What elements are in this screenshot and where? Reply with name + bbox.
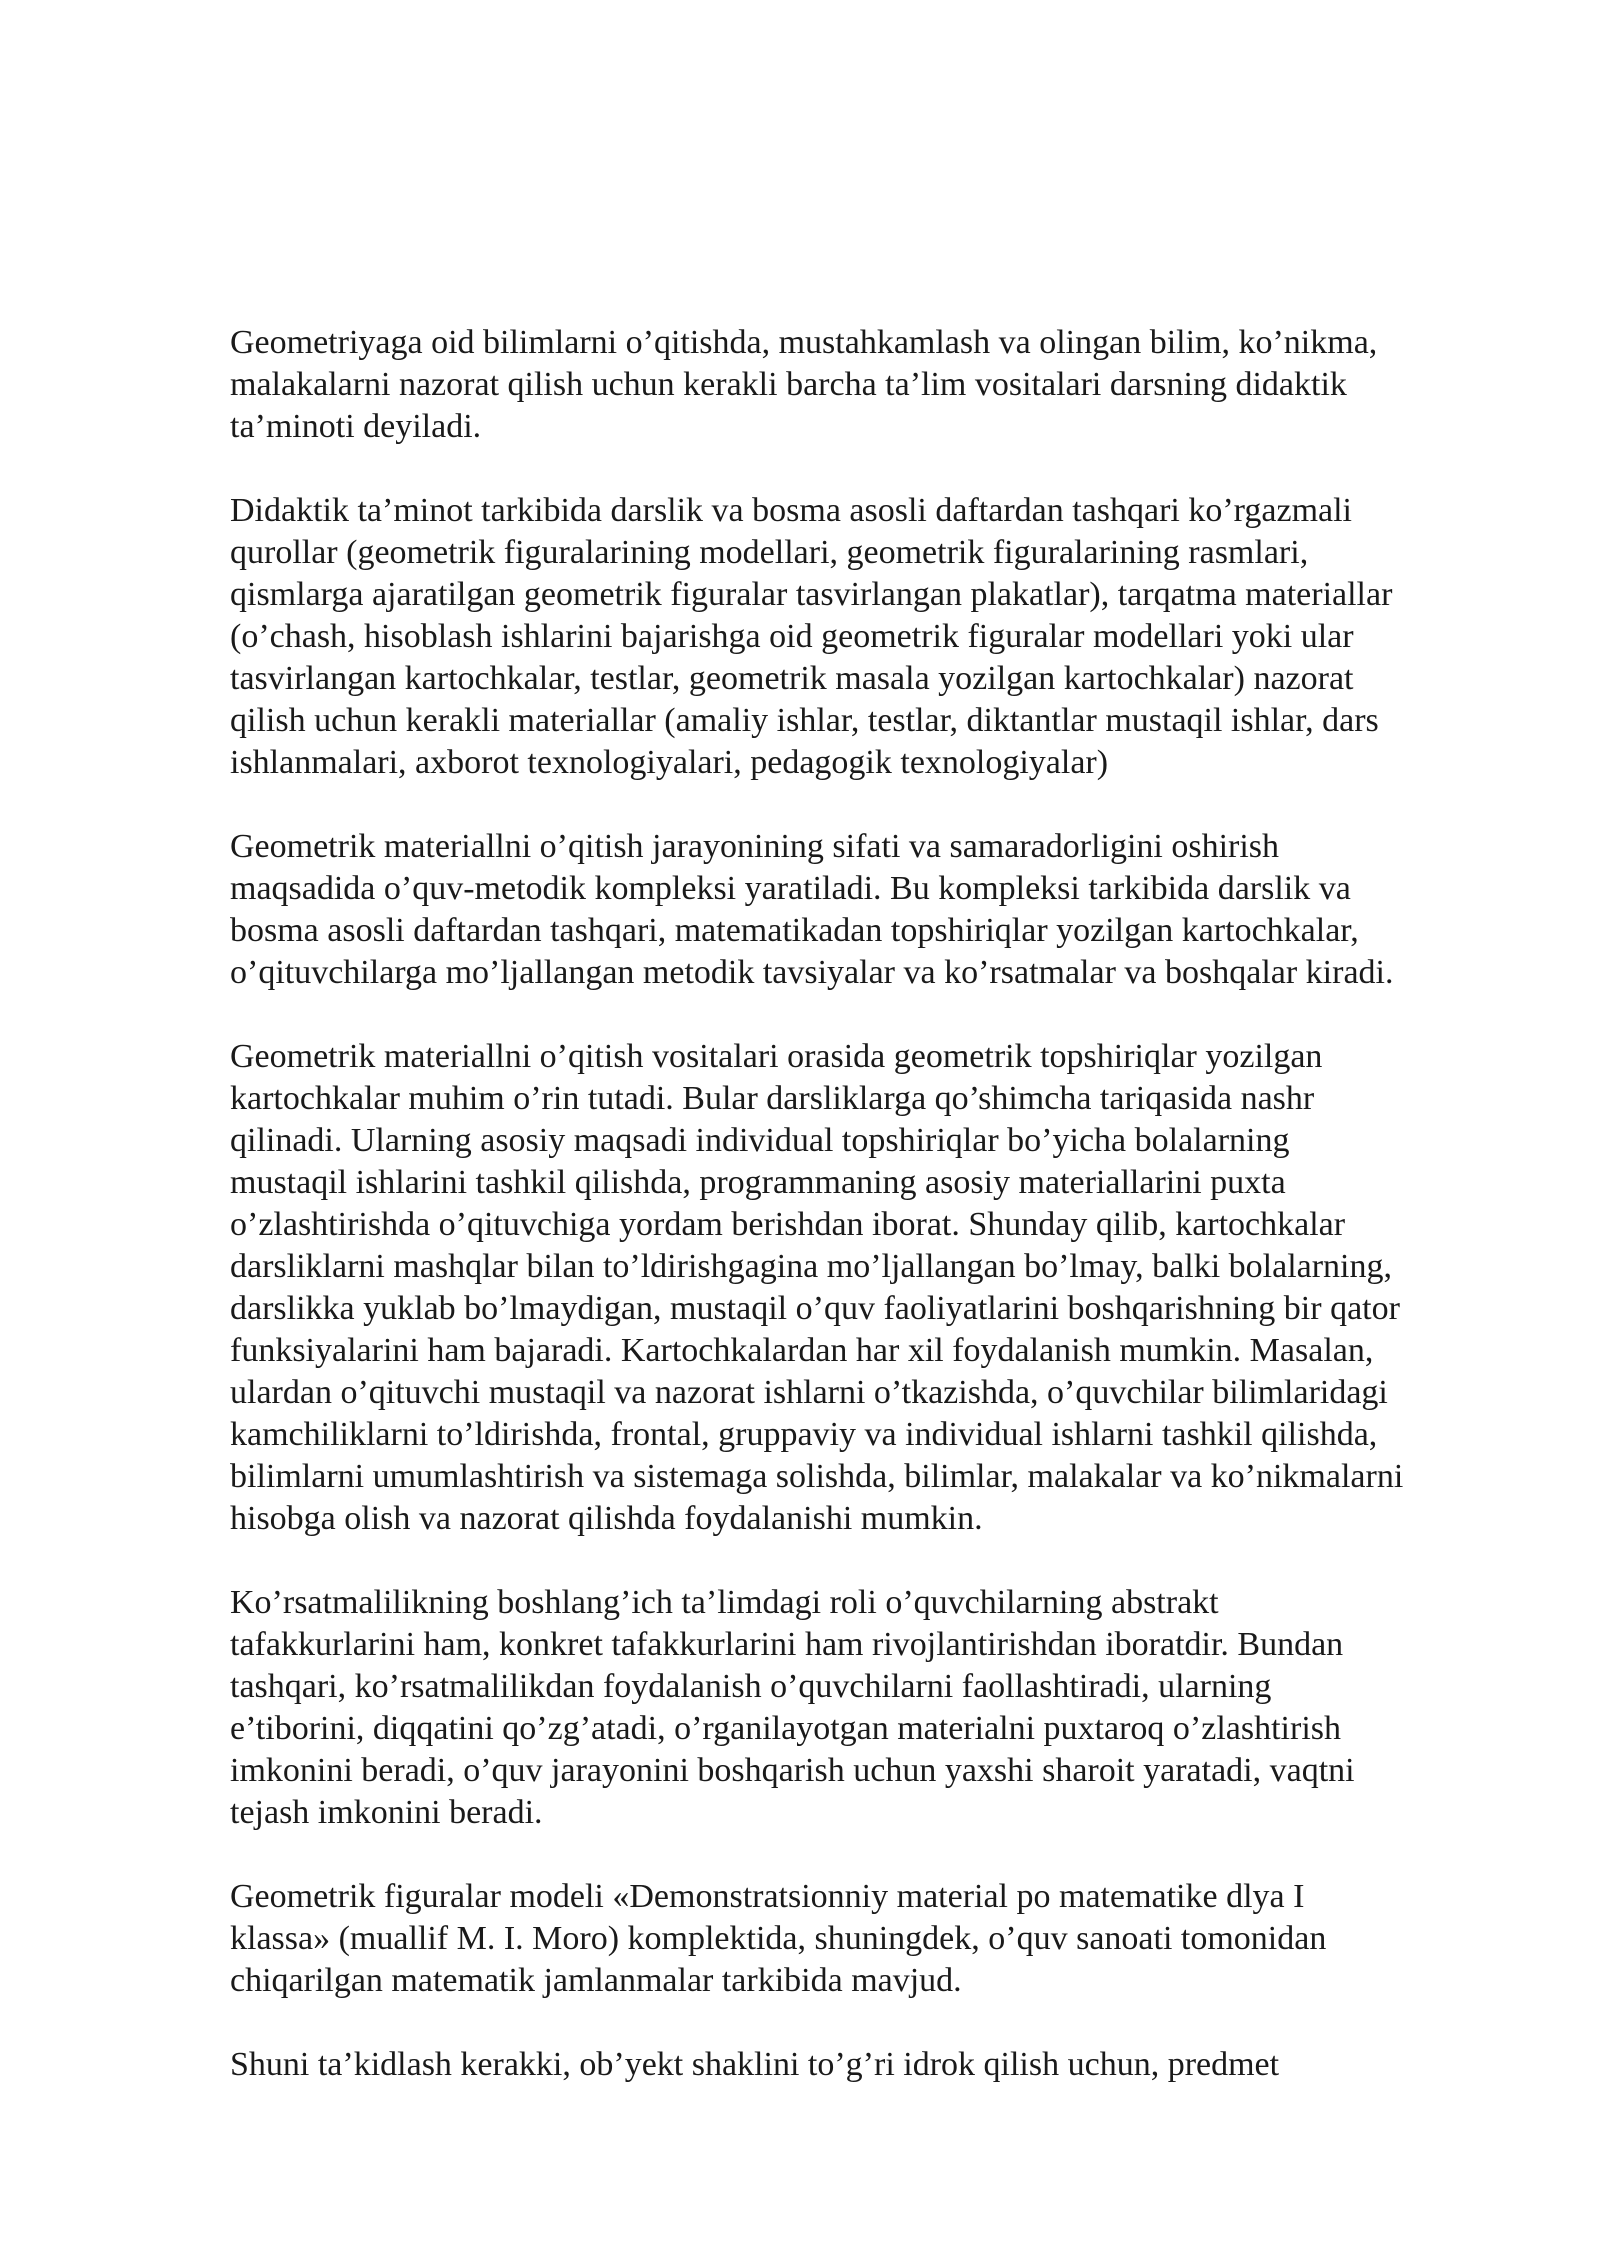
text-line: kamchiliklarni to’ldirishda, frontal, gruppaviy va individual ishlarni tashkil qilishda, [230,1416,1378,1453]
text-line: klassa» (muallif M. I. Moro) komplektida, shuningdek, o’quv sanoati tomonidan [230,1920,1327,1957]
text-line: ulardan o’qituvchi mustaqil va nazorat ishlarni o’tkazishda, o’quvchilar bilimlaridagi [230,1374,1388,1411]
text-line: mustaqil ishlarini tashkil qilishda, programmaning asosiy materiallarini puxta [230,1164,1286,1201]
text-line: tashqari, ko’rsatmalilikdan foydalanish o’quvchilarni faollashtiradi, ularning [230,1668,1272,1705]
text-line: o’zlashtirishda o’qituvchiga yordam berishdan iborat. Shunday qilib, kartochkalar [230,1206,1346,1243]
paragraph-3 [230,826,1510,994]
text-line: tafakkurlarini ham, konkret tafakkurlarini ham rivojlantirishdan iboratdir. Bundan [230,1626,1344,1663]
text-line: tasvirlangan kartochkalar, testlar, geometrik masala yozilgan kartochkalar) nazorat [230,660,1354,697]
document-body [230,322,1510,2128]
text-line: bilimlarni umumlashtirish va sistemaga solishda, bilimlar, malakalar va ko’nikmalarni [230,1458,1404,1495]
paragraph-2 [230,490,1510,784]
text-line: darslikka yuklab bo’lmaydigan, mustaqil o’quv faoliyatlarini boshqarishning bir qator [230,1290,1400,1327]
text-line: (o’chash, hisoblash ishlarini bajarishga oid geometrik figuralar modellari yoki ular [230,618,1354,655]
paragraph-4 [230,1036,1510,1540]
text-line: qilinadi. Ularning asosiy maqsadi individual topshiriqlar bo’yicha bolalarning [230,1122,1290,1159]
text-line: imkonini beradi, o’quv jarayonini boshqarish uchun yaxshi sharoit yaratadi, vaqtni [230,1752,1355,1789]
text-line: qurollar (geometrik figuralarining modellari, geometrik figuralarining rasmlari, [230,534,1309,571]
text-line: ishlanmalari, axborot texnologiyalari, pedagogik texnologiyalar) [230,744,1109,781]
text-line: o’qituvchilarga mo’ljallangan metodik tavsiyalar va ko’rsatmalar va boshqalar kiradi. [230,954,1394,991]
text-line: Geometrik materiallni o’qitish jarayonining sifati va samaradorligini oshirish [230,828,1280,865]
text-line: qismlarga ajaratilgan geometrik figuralar tasvirlangan plakatlar), tarqatma materiallar [230,576,1393,613]
text-line: kartochkalar muhim o’rin tutadi. Bular darsliklarga qo’shimcha tariqasida nashr [230,1080,1315,1117]
text-line: Didaktik ta’minot tarkibida darslik va bosma asosli daftardan tashqari ko’rgazmali [230,492,1352,529]
text-line: bosma asosli daftardan tashqari, matematikadan topshiriqlar yozilgan kartochkalar, [230,912,1359,949]
text-line: Shuni ta’kidlash kerakki, ob’yekt shaklini to’g’ri idrok qilish uchun, predmet [230,2046,1280,2083]
text-line: tejash imkonini beradi. [230,1794,543,1831]
text-line: hisobga olish va nazorat qilishda foydalanishi mumkin. [230,1500,983,1537]
text-line: Ko’rsatmalilikning boshlang’ich ta’limdagi roli o’quvchilarning abstrakt [230,1584,1219,1621]
text-line: maqsadida o’quv-metodik kompleksi yaratiladi. Bu kompleksi tarkibida darslik va [230,870,1351,907]
text-line: chiqarilgan matematik jamlanmalar tarkibida mavjud. [230,1962,962,1999]
paragraph-5 [230,1582,1510,1834]
paragraph-7 [230,2044,1510,2086]
text-line: Geometrik figuralar modeli «Demonstratsionniy material po matematike dlya I [230,1878,1305,1915]
paragraph-6 [230,1876,1510,2002]
text-line: Geometrik materiallni o’qitish vositalari orasida geometrik topshiriqlar yozilgan [230,1038,1323,1075]
text-line: darsliklarni mashqlar bilan to’ldirishgagina mo’ljallangan bo’lmay, balki bolalarning, [230,1248,1392,1285]
text-line: funksiyalarini ham bajaradi. Kartochkalardan har xil foydalanish mumkin. Masalan, [230,1332,1374,1369]
text-line: ta’minoti deyiladi. [230,408,482,445]
paragraph-1 [230,322,1510,448]
text-line: qilish uchun kerakli materiallar (amaliy ishlar, testlar, diktantlar mustaqil ishlar, dars [230,702,1379,739]
text-line: malakalarni nazorat qilish uchun kerakli barcha ta’lim vositalari darsning didaktik [230,366,1347,403]
text-line: e’tiborini, diqqatini qo’zg’atadi, o’rganilayotgan materialni puxtaroq o’zlashtirish [230,1710,1341,1747]
text-line: Geometriyaga oid bilimlarni o’qitishda, mustahkamlash va olingan bilim, ko’nikma, [230,324,1378,361]
